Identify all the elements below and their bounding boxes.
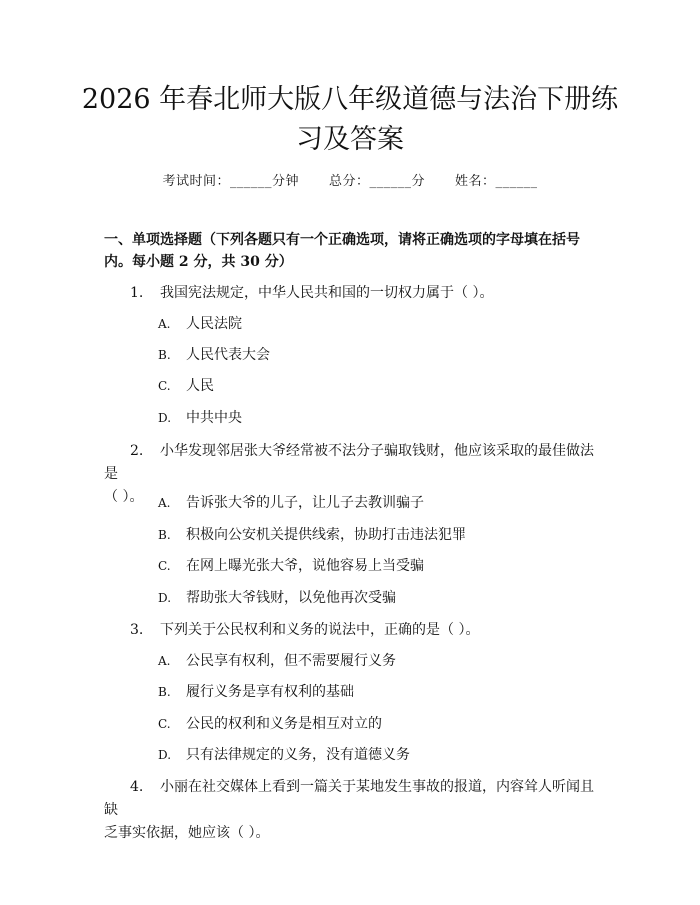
title-line-2: 习及答案	[296, 124, 404, 155]
option-text: 在网上曝光张大爷，说他容易上当受骗	[186, 558, 424, 574]
question-text-cont: （ ）。	[104, 489, 144, 505]
question-text: 我国宪法规定，中华人民共和国的一切权力属于（ ）。	[160, 285, 494, 301]
option-2d	[158, 588, 396, 608]
section-heading	[104, 229, 604, 273]
option-2c	[158, 556, 424, 576]
option-letter: A.	[158, 654, 171, 668]
option-1b	[158, 345, 270, 365]
option-text: 帮助张大爷钱财，以免他再次受骗	[186, 590, 396, 606]
option-3a	[158, 651, 396, 671]
option-letter: D.	[158, 748, 172, 762]
option-text: 履行义务是享有权利的基础	[186, 684, 354, 700]
option-text: 中共中央	[186, 410, 242, 426]
question-4	[104, 776, 604, 845]
option-text: 告诉张大爷的儿子，让儿子去教训骗子	[186, 495, 424, 511]
option-1a	[158, 314, 242, 334]
option-text: 公民享有权利，但不需要履行义务	[186, 653, 396, 669]
option-letter: C.	[158, 559, 171, 573]
option-3d	[158, 745, 410, 765]
question-text: 小华发现邻居张大爷经常被不法分子骗取钱财，他应该采取的最佳做法是	[104, 443, 594, 482]
exam-meta	[0, 170, 700, 189]
option-letter: B.	[158, 528, 171, 542]
option-1d	[158, 408, 242, 428]
option-letter: B.	[158, 348, 171, 362]
question-3	[104, 619, 604, 642]
option-1c	[158, 376, 214, 396]
option-letter: B.	[158, 685, 171, 699]
option-text: 只有法律规定的义务，没有道德义务	[186, 747, 410, 763]
question-number: 2.	[130, 443, 144, 459]
question-number: 4.	[130, 779, 144, 795]
exam-time: 考试时间：______分钟	[162, 174, 299, 189]
option-letter: A.	[158, 317, 171, 331]
section-heading-line-2: 内。每小题 2 分，共 30 分）	[104, 254, 293, 270]
option-letter: D.	[158, 411, 172, 425]
option-letter: C.	[158, 379, 171, 393]
option-2b	[158, 525, 466, 545]
section-heading-line-1: 一、单项选择题（下列各题只有一个正确选项，请将正确选项的字母填在括号	[104, 232, 580, 248]
option-text: 公民的权利和义务是相互对立的	[186, 716, 382, 732]
page-title	[60, 80, 640, 160]
option-text: 人民代表大会	[186, 347, 270, 363]
student-name: 姓名：______	[455, 174, 538, 189]
option-text: 人民	[186, 378, 214, 394]
option-letter: A.	[158, 496, 171, 510]
option-text: 积极向公安机关提供线索，协助打击违法犯罪	[186, 527, 466, 543]
question-number: 3.	[130, 622, 144, 638]
option-letter: D.	[158, 591, 172, 605]
option-2a	[158, 493, 424, 513]
question-number: 1.	[130, 285, 144, 301]
question-1	[104, 282, 604, 305]
option-3b	[158, 682, 354, 702]
option-3c	[158, 714, 382, 734]
title-line-1: 2026 年春北师大版八年级道德与法治下册练	[81, 84, 619, 115]
option-letter: C.	[158, 717, 171, 731]
option-text: 人民法院	[186, 316, 242, 332]
question-text: 下列关于公民权利和义务的说法中，正确的是（ ）。	[160, 622, 480, 638]
question-text-cont: 乏事实依据，她应该（ ）。	[104, 825, 270, 841]
question-text: 小丽在社交媒体上看到一篇关于某地发生事故的报道，内容耸人听闻且缺	[104, 779, 594, 818]
exam-score: 总分：______分	[328, 174, 425, 189]
